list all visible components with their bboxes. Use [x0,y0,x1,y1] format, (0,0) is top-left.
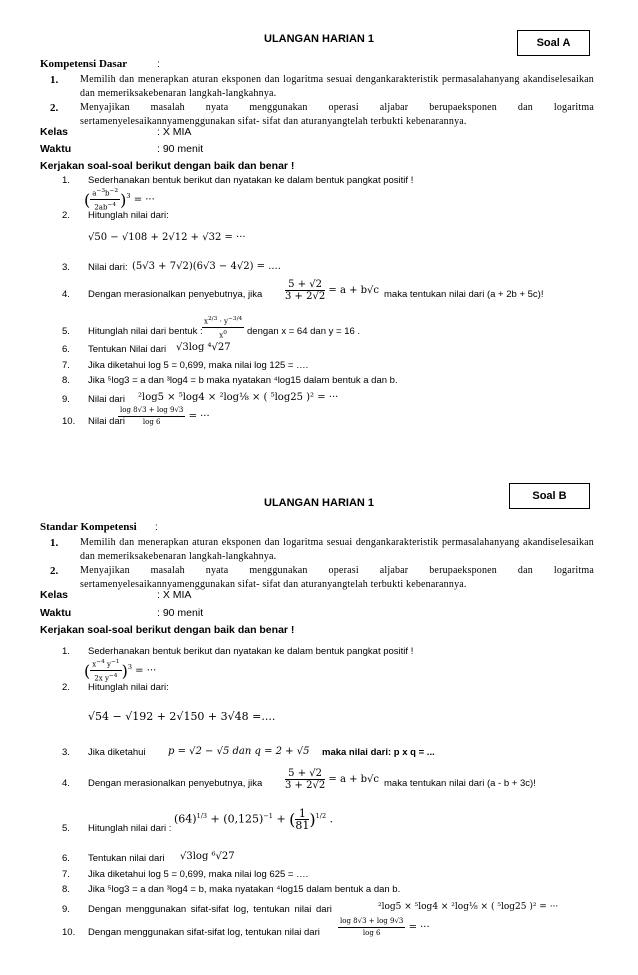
question-text: Sederhanakan bentuk berikut dan nyatakan ke dalam bentuk pangkat positif ! [88,175,414,186]
soal-a-instruction: Kerjakan soal-soal berikut dengan baik dan benar ! [40,160,295,172]
soal-b-instruction: Kerjakan soal-soal berikut dengan baik dan benar ! [40,624,295,636]
soal-b-competency-colon: : [155,522,158,533]
question-10-result: = ··· [188,411,210,422]
waktu-label: Waktu [40,607,72,619]
question-text: Jika diketahui [88,747,146,758]
question-number: 3. [62,262,70,273]
question-text: Nilai dari [88,416,125,427]
question-9-expression: ²log5 × ⁵log4 × ²log⅛ × ( ⁵log25 )² = ··· [378,902,559,912]
soal-a-competency-label: Kompetensi Dasar [40,58,128,70]
question-text: Hitunglah nilai dari: [88,210,169,221]
question-4-expression: $\frac{5 + √2}{3 + 2√2}$ = a + b√c [285,279,380,302]
question-text: Dengan merasionalkan penyebutnya, jika [88,778,263,789]
question-2-expression: √54 − √192 + 2√150 + 3√48 =.... [88,710,276,723]
question-4-tail: maka tentukan nilai dari (a - b + 3c)! [384,778,536,789]
question-4-result: = a + b√c [328,285,380,296]
soal-a-kelas-value: : X MIA [157,126,192,138]
question-6-expression: √3log ⁴√27 [176,342,231,353]
question-4-result: = a + b√c [328,774,380,785]
competency-text: Memilih dan menerapkan aturan eksponen dan logaritma sesuai dengankarakteristik permasalahanyang akandiselesaikan dan memeriksakebenaran langkah-langkahnya. [80,74,594,99]
question-text: Tentukan nilai dari [88,853,165,864]
question-2-expression: √50 − √108 + 2√12 + √32 = ··· [88,232,246,243]
question-number: 2. [62,210,70,221]
question-5-expression: $\frac{x^{2/3} \cdot y^{-3/4}}{x^0}$ [204,316,243,340]
competency-number: 2. [50,565,59,577]
question-number: 10. [62,927,76,938]
question-number: 1. [62,646,70,657]
soal-a-competency-2 [50,101,594,129]
question-text: Jika diketahui log 5 = 0,699, maka nilai log 625 = …. [88,869,309,880]
question-number: 2. [62,682,70,693]
competency-text: Menyajikan masalah nyata menggunakan operasi aljabar berupaeksponen dan logaritma sertamenyelesaikannyamenggunakan sifat- sifat dan aturanyangtelah terbukti kebenarannya. [80,102,594,127]
soal-b-waktu [40,607,71,619]
question-1-result: = ··· [135,665,157,677]
question-number: 6. [62,853,70,864]
question-5-expression: $(64)^{1/3} + (0,125)^{-1}$ + ( $\frac{1}{81}$ )$^{1/2}$ . [174,807,334,832]
soal-b-competency-2 [50,564,594,592]
question-3-tail: maka nilai dari: p x q = ... [322,747,435,758]
question-text: Hitunglah nilai dari : [88,823,172,834]
competency-number: 1. [50,74,59,86]
competency-text: Menyajikan masalah nyata menggunakan operasi aljabar berupaeksponen dan logaritma sertamenyelesaikannyamenggunakan sifat- sifat dan aturanyangtelah terbukti kebenarannya. [80,565,594,590]
question-text: Hitunglah nilai dari bentuk : [88,326,203,337]
question-text: Dengan menggunakan sifat-sifat log, tentukan nilai dari [88,927,320,938]
question-text: Jika ⁵log3 = a dan ³log4 = b, maka nyatakan ⁴log15 dalam bentuk a dan b. [88,884,401,895]
question-number: 4. [62,289,70,300]
soal-b-waktu-value: : 90 menit [157,607,204,619]
question-number: 10. [62,416,76,427]
question-number: 8. [62,375,70,386]
question-text: Dengan menggunakan sifat-sifat log, tentukan nilai dari [88,904,332,915]
question-text: Dengan merasionalkan penyebutnya, jika [88,289,263,300]
question-4-expression: $\frac{5 + √2}{3 + 2√2}$ = a + b√c [285,768,380,791]
competency-number: 2. [50,102,59,114]
soal-a-badge: Soal A [517,30,590,56]
question-3-expression: p = √2 − √5 dan q = 2 + √5 [168,746,310,757]
question-10-expression: $\frac{\log 8√3 + \log 9√3}{\log 6}$ = ··· [120,406,210,426]
question-text: Sederhanakan bentuk berikut dan nyatakan ke dalam bentuk pangkat positif ! [88,646,414,657]
soal-b-competency-label: Standar Kompetensi [40,521,137,533]
soal-a-waktu [40,143,71,155]
soal-b-title: ULANGAN HARIAN 1 [264,497,374,509]
soal-b-kelas [40,589,68,601]
question-number: 8. [62,884,70,895]
soal-b-badge: Soal B [509,483,590,509]
soal-a-competency-1 [50,73,594,101]
soal-b-competency-1 [50,536,594,564]
question-text: Hitunglah nilai dari: [88,682,169,693]
question-3-expression: (5√3 + 7√2)(6√3 − 4√2) = .... [132,261,281,272]
question-text: Nilai dari [88,394,125,405]
soal-b-kelas-value: : X MIA [157,589,192,601]
question-number: 5. [62,823,70,834]
question-text: Nilai dari: [88,262,128,273]
competency-number: 1. [50,537,59,549]
soal-a-waktu-value: : 90 menit [157,143,204,155]
question-6-expression: √3log ⁶√27 [180,851,235,862]
question-1-expression: ( $\frac{a^{-3}b^{-2}}{2ab^{-4}}$ )$^3$ = ··· [84,188,155,212]
question-number: 7. [62,360,70,371]
kelas-label: Kelas [40,126,69,138]
question-9-expression: ²log5 × ⁵log4 × ²log⅛ × ( ⁵log25 )² = ··· [138,392,339,403]
kelas-label: Kelas [40,589,69,601]
question-text: Jika ⁵log3 = a dan ³log4 = b maka nyatakan ⁴log15 dalam bentuk a dan b. [88,375,398,386]
question-number: 3. [62,747,70,758]
question-number: 9. [62,394,70,405]
question-1-expression: ( $\frac{x^{-4} y^{-1}}{2x y^{-4}}$ )$^3$ = ··· [84,659,157,683]
soal-a-title: ULANGAN HARIAN 1 [264,33,374,45]
question-number: 1. [62,175,70,186]
question-number: 5. [62,326,70,337]
question-number: 9. [62,904,70,915]
soal-a-competency-colon: : [157,59,160,70]
question-number: 7. [62,869,70,880]
question-text: Jika diketahui log 5 = 0,699, maka nilai log 125 = …. [88,360,309,371]
question-number: 4. [62,778,70,789]
soal-a-kelas [40,126,68,138]
competency-text: Memilih dan menerapkan aturan eksponen dan logaritma sesuai dengankarakteristik permasalahanyang akandiselesaikan dan memeriksakebenaran langkah-langkahnya. [80,537,594,562]
waktu-label: Waktu [40,143,72,155]
question-number: 6. [62,344,70,355]
question-4-tail: maka tentukan nilai dari (a + 2b + 5c)! [384,289,544,300]
question-1-result: = ··· [133,194,155,206]
question-10-result: = ··· [408,922,430,933]
question-5-tail: dengan x = 64 dan y = 16 . [247,326,361,337]
question-10-expression: $\frac{\log 8√3 + \log 9√3}{\log 6}$ = ··· [340,917,430,937]
question-text: Tentukan Nilai dari [88,344,167,355]
